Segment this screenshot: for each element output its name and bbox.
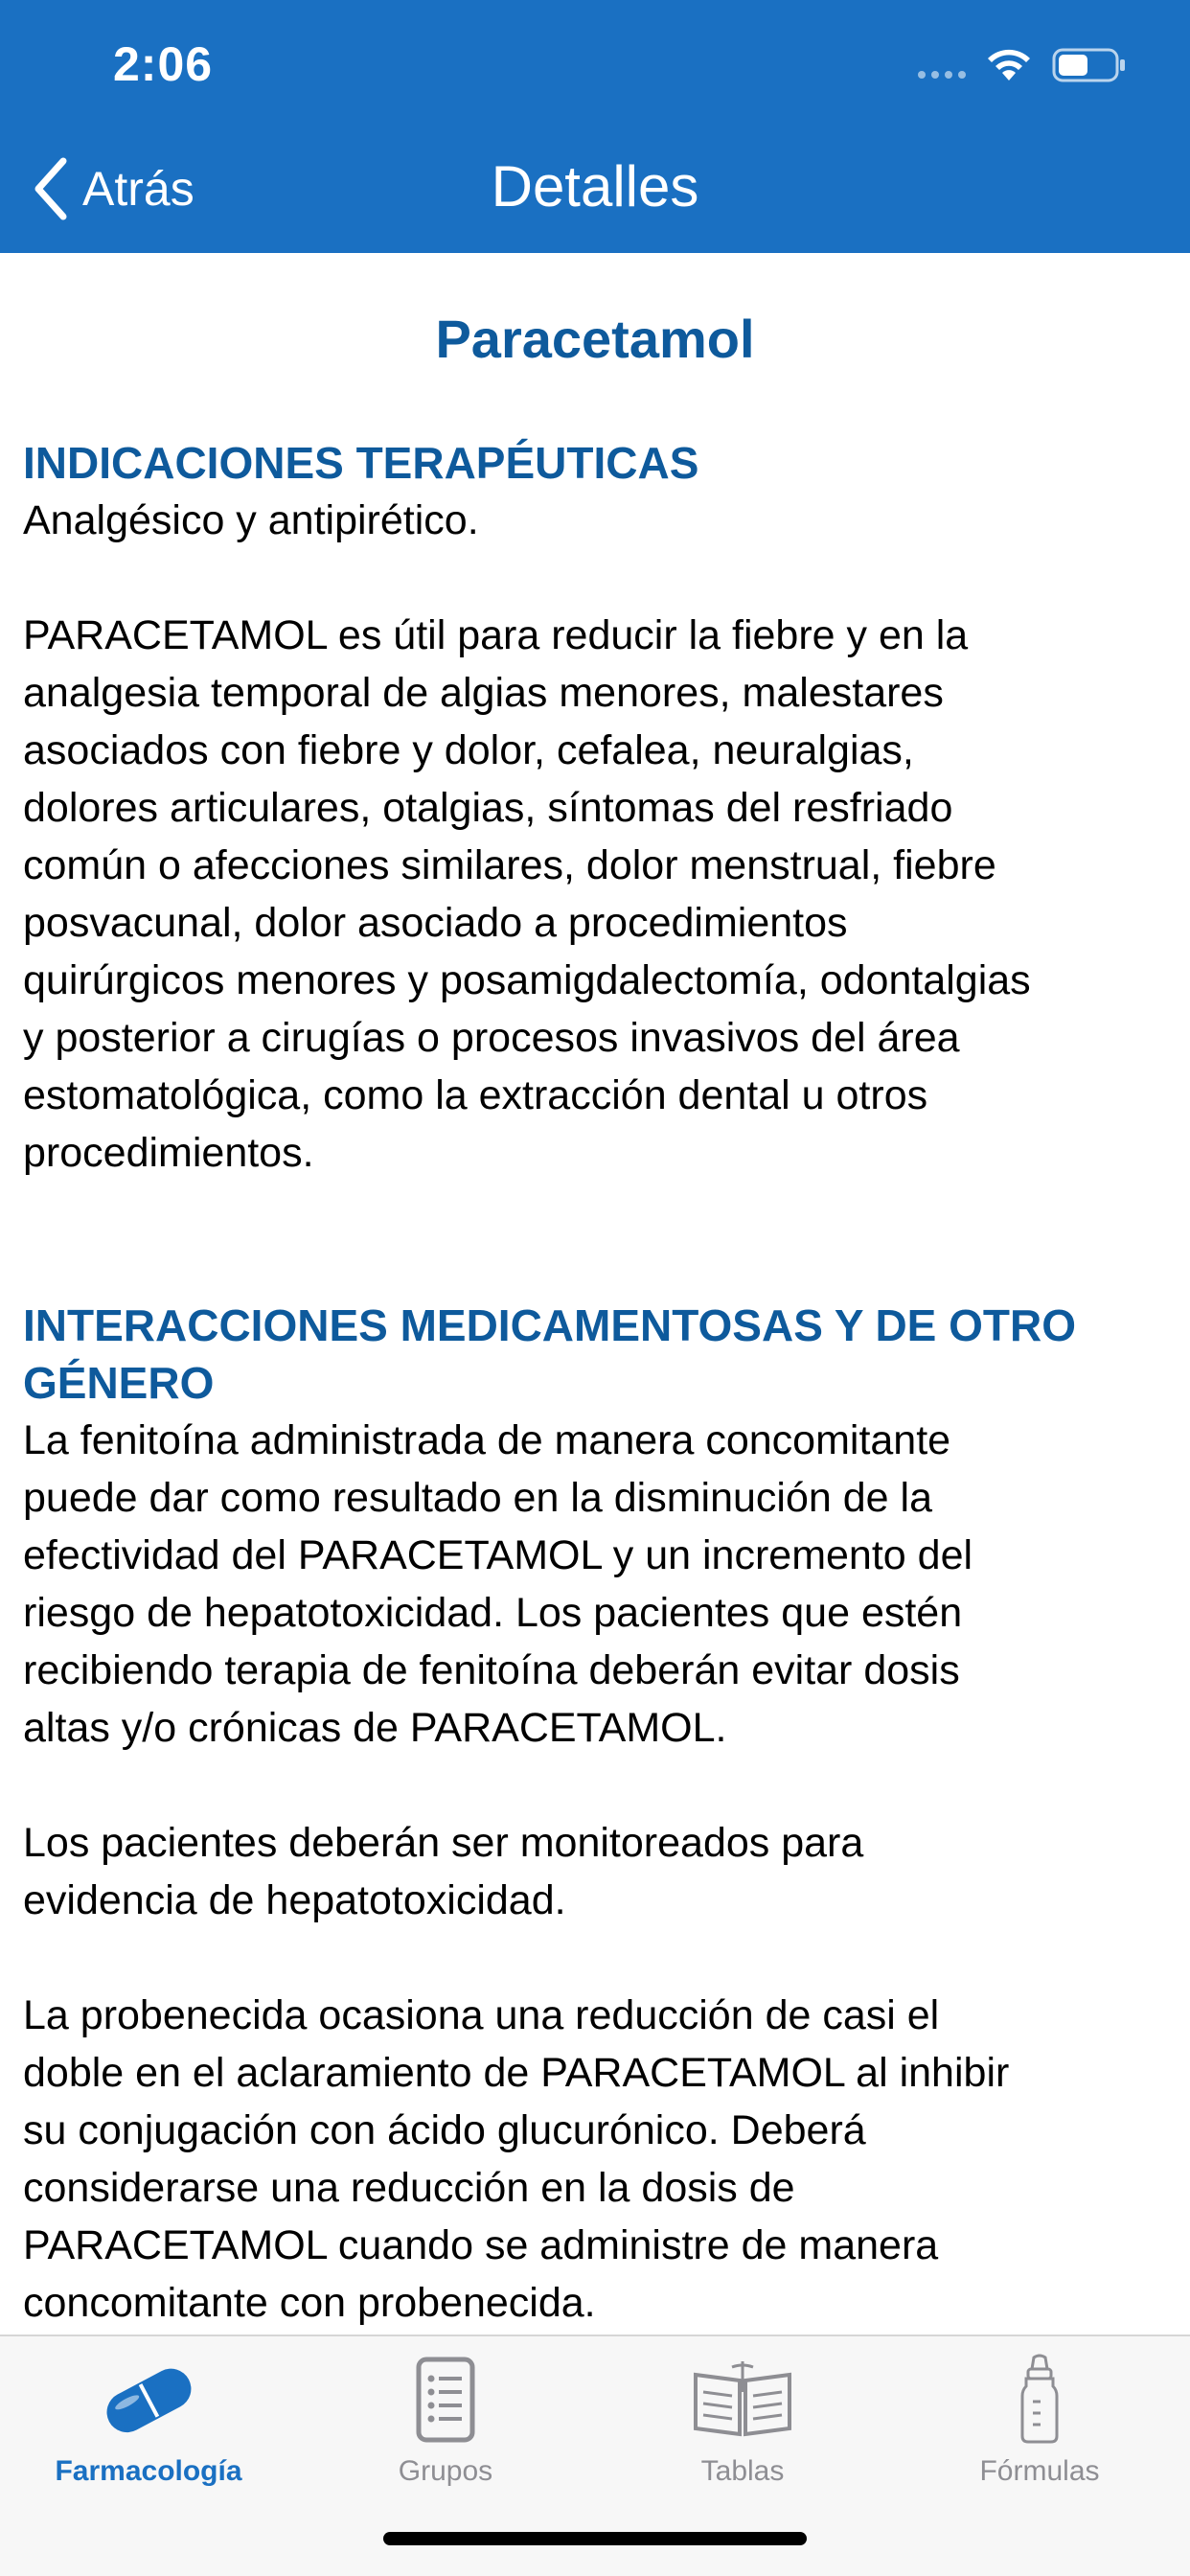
text-line: su conjugación con ácido glucurónico. Deberá <box>23 2107 866 2153</box>
text-line: concomitante con probenecida. <box>23 2280 596 2326</box>
status-time: 2:06 <box>113 37 214 91</box>
text-line: La fenitoína administrada de manera concomitante <box>23 1417 951 1463</box>
text-line: considerarse una reducción en la dosis de <box>23 2165 795 2211</box>
text-line: estomatológica, como la extracción dental u otros <box>23 1072 928 1118</box>
list-icon <box>393 2354 498 2446</box>
text-line: Los pacientes deberán ser monitoreados para <box>23 1820 864 1866</box>
text-line: posvacunal, dolor asociado a procedimientos <box>23 900 848 946</box>
pill-icon <box>96 2354 201 2446</box>
text-line: altas y/o crónicas de PARACETAMOL. <box>23 1705 727 1751</box>
book-icon <box>690 2354 795 2446</box>
text-line: puede dar como resultado en la disminución de la <box>23 1475 932 1521</box>
text-line: PARACETAMOL cuando se administre de manera <box>23 2222 939 2268</box>
interactions-paragraph-1 <box>23 1412 1167 1757</box>
interactions-paragraph-3 <box>23 1987 1167 2332</box>
text-line: quirúrgicos menores y posamigdalectomía, odontalgias <box>23 957 1031 1003</box>
drug-title: Paracetamol <box>435 309 755 369</box>
details-content[interactable] <box>0 253 1190 2334</box>
tab-label: Farmacología <box>55 2455 242 2487</box>
text-line: común o afecciones similares, dolor menstrual, fiebre <box>23 842 996 888</box>
text-line: La probenecida ocasiona una reducción de casi el <box>23 1992 940 2038</box>
tab-tablas[interactable] <box>594 2336 891 2528</box>
indications-paragraph <box>23 607 1167 1182</box>
tab-label: Fórmulas <box>979 2455 1100 2487</box>
text-line: procedimientos. <box>23 1130 314 1176</box>
tab-label: Tablas <box>700 2455 785 2487</box>
tab-grupos[interactable] <box>297 2336 594 2528</box>
home-indicator[interactable] <box>383 2532 807 2545</box>
text-line: dolores articulares, otalgias, síntomas del resfriado <box>23 785 953 831</box>
heading-line: INTERACCIONES MEDICAMENTOSAS Y DE OTRO <box>23 1300 1077 1350</box>
cellular-signal-icon <box>918 71 966 79</box>
section-heading-indications: INDICACIONES TERAPÉUTICAS <box>23 438 699 488</box>
page-title: Detalles <box>491 154 699 218</box>
text-line: riesgo de hepatotoxicidad. Los pacientes que estén <box>23 1590 963 1636</box>
text-line: doble en el aclaramiento de PARACETAMOL al inhibir <box>23 2050 1010 2096</box>
tab-farmacologia[interactable] <box>0 2336 297 2528</box>
wifi-icon <box>985 46 1033 82</box>
text-line: y posterior a cirugías o procesos invasivos del área <box>23 1015 960 1061</box>
text-line: analgesia temporal de algias menores, malestares <box>23 670 944 716</box>
text-line: efectividad del PARACETAMOL y un incremento del <box>23 1532 973 1578</box>
text-line: recibiendo terapia de fenitoína deberán evitar dosis <box>23 1647 960 1693</box>
text-line: asociados con fiebre y dolor, cefalea, neuralgias, <box>23 727 914 773</box>
section-heading-interactions <box>23 1297 1167 1412</box>
indications-summary: Analgésico y antipirético. <box>23 497 479 543</box>
battery-icon <box>1052 48 1127 82</box>
back-label: Atrás <box>82 162 195 216</box>
heading-line: GÉNERO <box>23 1358 215 1408</box>
baby-bottle-icon <box>987 2354 1092 2446</box>
text-line: PARACETAMOL es útil para reducir la fiebre y en la <box>23 612 969 658</box>
header <box>0 0 1190 253</box>
tab-formulas[interactable] <box>891 2336 1188 2528</box>
text-line: evidencia de hepatotoxicidad. <box>23 1877 566 1923</box>
interactions-paragraph-2 <box>23 1814 1167 1929</box>
tab-label: Grupos <box>398 2455 493 2487</box>
